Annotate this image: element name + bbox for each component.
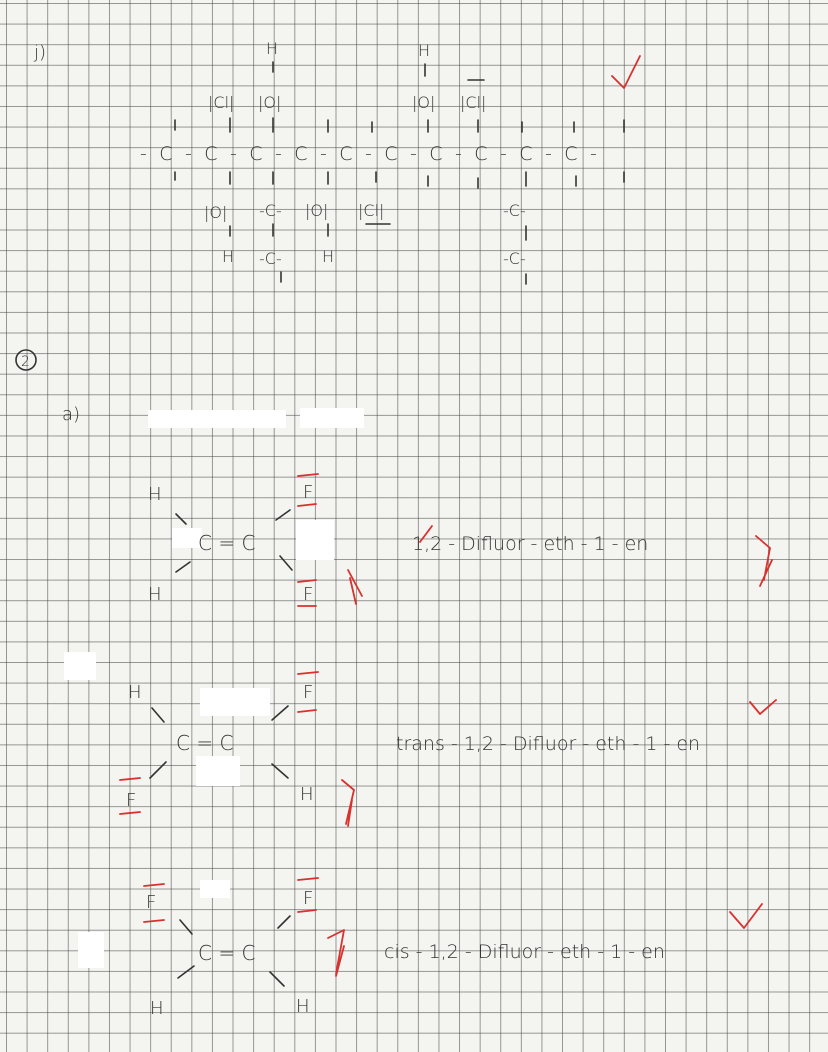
- whiteout: [196, 756, 240, 786]
- substituent-bottom-left: H: [150, 998, 164, 1019]
- substituent-top-right: F: [303, 682, 314, 703]
- bottom-group: -C-: [503, 201, 526, 220]
- check-mark-icon: [612, 56, 640, 88]
- upper-substituents: [175, 39, 624, 132]
- substituent-top-right: F: [303, 482, 314, 503]
- whiteout: [300, 408, 364, 428]
- bottom-group: -C-: [503, 249, 526, 268]
- isomer-name: 1,2 - Difluor - eth - 1 - en: [412, 533, 649, 555]
- isomer-name: cis - 1,2 - Difluor - eth - 1 - en: [384, 941, 665, 963]
- whiteout: [148, 410, 286, 428]
- bottom-group: H: [322, 247, 335, 266]
- part-j-label: j): [34, 42, 47, 63]
- isomer-name: trans - 1,2 - Difluor - eth - 1 - en: [396, 733, 701, 755]
- whiteout: [64, 652, 96, 680]
- bottom-group: |Cl|: [358, 201, 385, 220]
- correction-icon: [756, 536, 772, 586]
- substituent-top-left: H: [128, 682, 142, 703]
- substituent-bottom-left: F: [126, 790, 137, 811]
- whiteout: [200, 880, 230, 898]
- part-a-label: a): [62, 404, 81, 425]
- whiteout: [78, 932, 104, 968]
- top-group: |Cl|: [460, 93, 487, 112]
- bottom-group: -C-: [259, 249, 282, 268]
- lower-substituents: [175, 172, 624, 284]
- double-bond-core: C = C: [176, 731, 234, 755]
- correction-icon: [342, 780, 354, 826]
- top-group: |Cl|: [208, 93, 235, 112]
- main-chain: [140, 143, 600, 165]
- substituent-bottom-right: H: [300, 784, 314, 805]
- bottom-group: -C-: [259, 201, 282, 220]
- substituent-bottom-right: H: [296, 996, 310, 1017]
- substituent-top-left: H: [148, 484, 162, 505]
- top-group: H: [418, 41, 431, 60]
- whiteout: [200, 688, 270, 716]
- top-group: |O|: [412, 93, 436, 112]
- check-mark-icon: [750, 700, 776, 714]
- isomer-3: [144, 878, 762, 1019]
- substituent-bottom-right: F: [303, 584, 314, 605]
- bottom-group: |O|: [305, 201, 329, 220]
- section-number: 2: [21, 354, 30, 370]
- correction-icon: [348, 570, 362, 604]
- bottom-group: H: [222, 247, 235, 266]
- double-bond-core: C = C: [198, 941, 256, 965]
- isomer-1: [148, 474, 772, 606]
- main-chain-text: - C - C - C - C - C - C - C - C - C - C -: [140, 143, 601, 165]
- substituent-top-right: F: [303, 888, 314, 909]
- whiteout: [296, 520, 334, 560]
- substituent-top-left: F: [146, 892, 157, 913]
- check-mark-icon: [730, 904, 762, 928]
- correction-icon: [328, 930, 344, 976]
- substituent-bottom-left: H: [148, 584, 162, 605]
- top-group: H: [266, 39, 279, 58]
- bottom-group: |O|: [204, 203, 228, 222]
- double-bond-core: C = C: [198, 531, 256, 555]
- top-group: |O|: [258, 93, 282, 112]
